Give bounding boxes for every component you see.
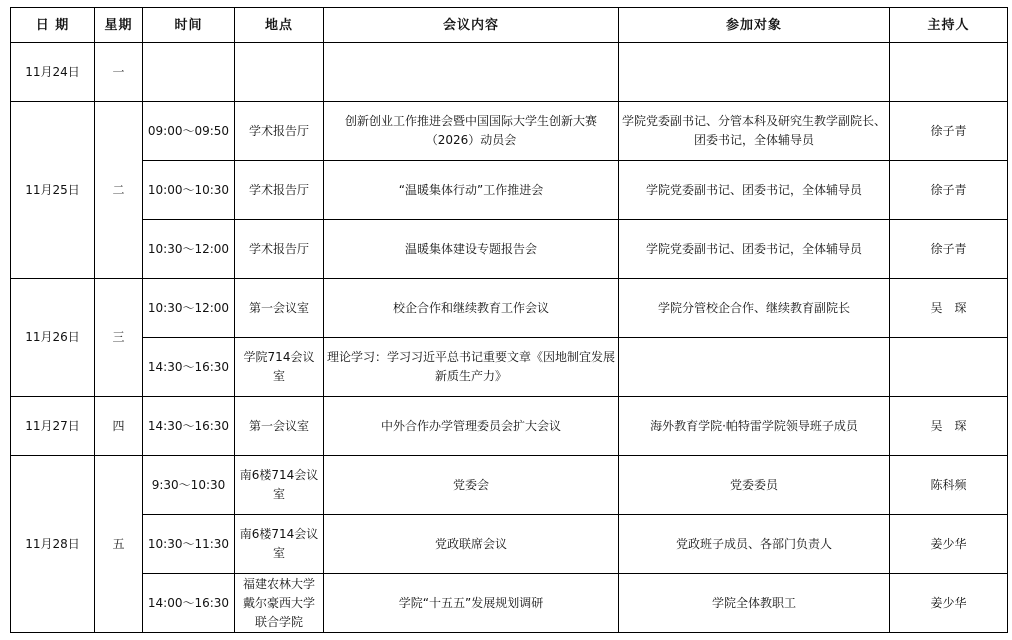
attendees-cell: 党政班子成员、各部门负责人 bbox=[619, 515, 890, 574]
time-cell: 14:30～16:30 bbox=[143, 338, 235, 397]
time-cell: 10:30～12:00 bbox=[143, 279, 235, 338]
host-cell: 徐子青 bbox=[890, 161, 1008, 220]
header-row bbox=[11, 8, 1008, 43]
attendees-cell: 学院党委副书记、团委书记，全体辅导员 bbox=[619, 161, 890, 220]
host-cell bbox=[890, 43, 1008, 102]
header-content: 会议内容 bbox=[324, 8, 619, 43]
weekday-cell: 四 bbox=[95, 397, 143, 456]
place-cell bbox=[235, 43, 324, 102]
header-date: 日 期 bbox=[11, 8, 95, 43]
content-cell: “温暖集体行动”工作推进会 bbox=[324, 161, 619, 220]
weekday-cell: 一 bbox=[95, 43, 143, 102]
header-host: 主持人 bbox=[890, 8, 1008, 43]
header-weekday: 星期 bbox=[95, 8, 143, 43]
date-cell: 11月28日 bbox=[11, 456, 95, 633]
place-cell: 学术报告厅 bbox=[235, 102, 324, 161]
place-cell: 第一会议室 bbox=[235, 397, 324, 456]
content-cell: 党政联席会议 bbox=[324, 515, 619, 574]
host-cell: 吴 琛 bbox=[890, 279, 1008, 338]
date-cell: 11月27日 bbox=[11, 397, 95, 456]
date-cell: 11月24日 bbox=[11, 43, 95, 102]
table-row bbox=[11, 161, 1008, 220]
time-cell: 10:30～12:00 bbox=[143, 220, 235, 279]
header-attendees: 参加对象 bbox=[619, 8, 890, 43]
content-cell: 温暖集体建设专题报告会 bbox=[324, 220, 619, 279]
table-row bbox=[11, 220, 1008, 279]
attendees-cell: 学院全体教职工 bbox=[619, 574, 890, 633]
content-cell: 校企合作和继续教育工作会议 bbox=[324, 279, 619, 338]
content-cell: 学院“十五五”发展规划调研 bbox=[324, 574, 619, 633]
header-time: 时间 bbox=[143, 8, 235, 43]
attendees-cell bbox=[619, 338, 890, 397]
header-place: 地点 bbox=[235, 8, 324, 43]
time-cell: 9:30～10:30 bbox=[143, 456, 235, 515]
host-cell: 徐子青 bbox=[890, 102, 1008, 161]
table-row bbox=[11, 515, 1008, 574]
table-row bbox=[11, 397, 1008, 456]
attendees-cell bbox=[619, 43, 890, 102]
time-cell: 10:30～11:30 bbox=[143, 515, 235, 574]
time-cell: 14:30～16:30 bbox=[143, 397, 235, 456]
table-row bbox=[11, 456, 1008, 515]
content-cell: 中外合作办学管理委员会扩大会议 bbox=[324, 397, 619, 456]
host-cell: 吴 琛 bbox=[890, 397, 1008, 456]
content-cell bbox=[324, 43, 619, 102]
host-cell: 徐子青 bbox=[890, 220, 1008, 279]
meeting-schedule-table bbox=[10, 7, 1008, 633]
host-cell bbox=[890, 338, 1008, 397]
schedule-body bbox=[11, 43, 1008, 633]
place-cell: 学院714会议室 bbox=[235, 338, 324, 397]
place-cell: 南6楼714会议室 bbox=[235, 456, 324, 515]
weekday-cell: 五 bbox=[95, 456, 143, 633]
place-cell: 第一会议室 bbox=[235, 279, 324, 338]
date-cell: 11月25日 bbox=[11, 102, 95, 279]
place-cell: 学术报告厅 bbox=[235, 220, 324, 279]
table-row bbox=[11, 574, 1008, 633]
time-cell: 14:00～16:30 bbox=[143, 574, 235, 633]
place-cell: 福建农林大学戴尔豪西大学联合学院 bbox=[235, 574, 324, 633]
weekday-cell: 三 bbox=[95, 279, 143, 397]
time-cell bbox=[143, 43, 235, 102]
table-row bbox=[11, 338, 1008, 397]
attendees-cell: 海外教育学院·帕特雷学院领导班子成员 bbox=[619, 397, 890, 456]
time-cell: 09:00～09:50 bbox=[143, 102, 235, 161]
content-cell: 创新创业工作推进会暨中国国际大学生创新大赛（2026）动员会 bbox=[324, 102, 619, 161]
table-row bbox=[11, 43, 1008, 102]
time-cell: 10:00～10:30 bbox=[143, 161, 235, 220]
host-cell: 姜少华 bbox=[890, 515, 1008, 574]
weekday-cell: 二 bbox=[95, 102, 143, 279]
table-row bbox=[11, 102, 1008, 161]
attendees-cell: 党委委员 bbox=[619, 456, 890, 515]
place-cell: 南6楼714会议室 bbox=[235, 515, 324, 574]
attendees-cell: 学院党委副书记、团委书记，全体辅导员 bbox=[619, 220, 890, 279]
place-cell: 学术报告厅 bbox=[235, 161, 324, 220]
date-cell: 11月26日 bbox=[11, 279, 95, 397]
table-row bbox=[11, 279, 1008, 338]
attendees-cell: 学院党委副书记、分管本科及研究生教学副院长、团委书记，全体辅导员 bbox=[619, 102, 890, 161]
attendees-cell: 学院分管校企合作、继续教育副院长 bbox=[619, 279, 890, 338]
content-cell: 理论学习：学习习近平总书记重要文章《因地制宜发展新质生产力》 bbox=[324, 338, 619, 397]
content-cell: 党委会 bbox=[324, 456, 619, 515]
host-cell: 姜少华 bbox=[890, 574, 1008, 633]
host-cell: 陈科频 bbox=[890, 456, 1008, 515]
